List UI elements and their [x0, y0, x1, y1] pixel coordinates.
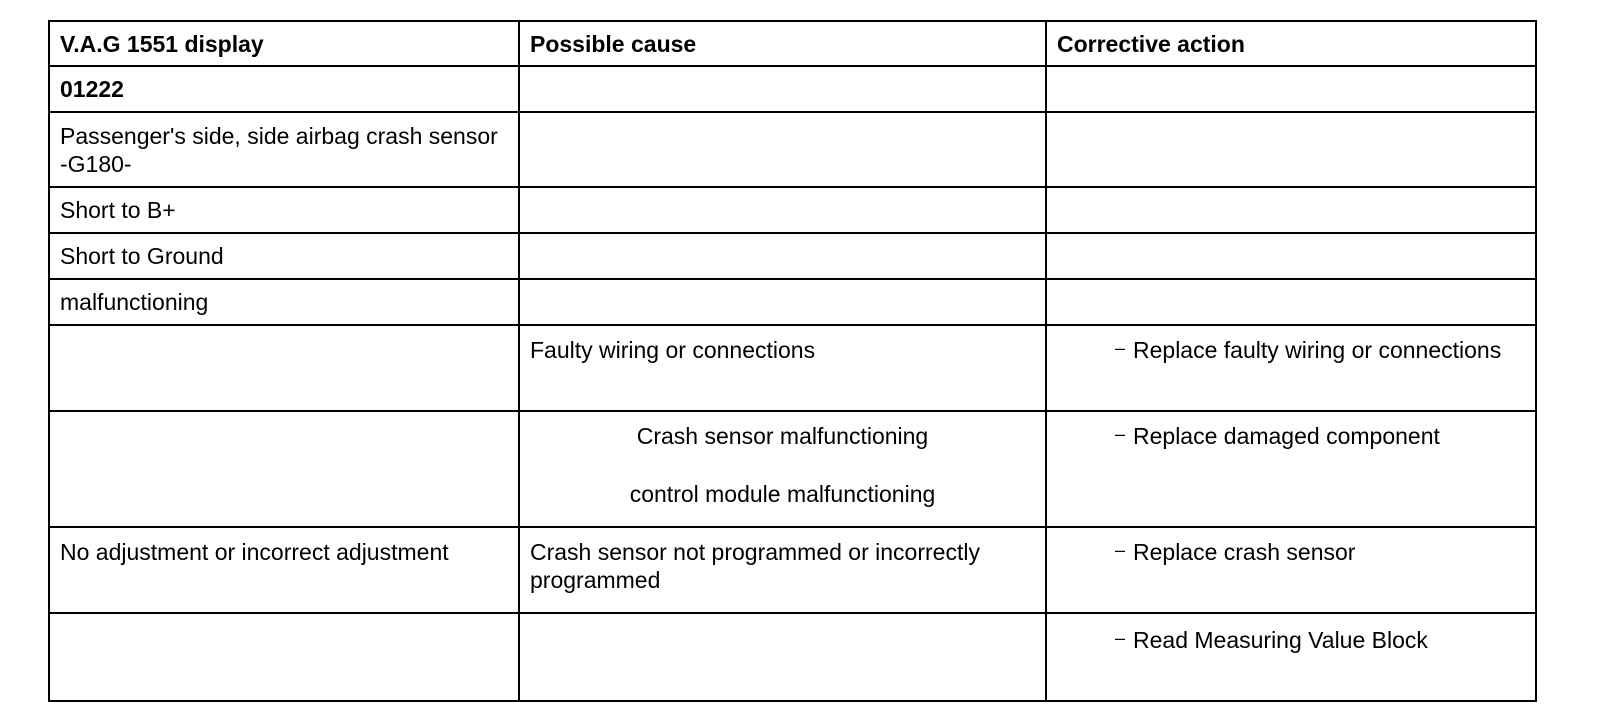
dash-bullet: –	[1115, 628, 1126, 648]
fault-malfunctioning: malfunctioning	[49, 279, 519, 325]
table-row	[49, 66, 1536, 112]
empty-cell	[1046, 187, 1536, 233]
action-cell	[1046, 325, 1536, 411]
table-row	[49, 527, 1536, 613]
action-cell	[1046, 613, 1536, 701]
empty-cell	[49, 613, 519, 701]
action-read-block: Read Measuring Value Block	[1133, 627, 1428, 653]
dash-bullet: –	[1115, 424, 1126, 444]
action-replace-component: Replace damaged component	[1133, 423, 1440, 449]
cause-module-malfunction: control module malfunctioning	[629, 481, 936, 507]
empty-cell	[519, 279, 1046, 325]
fault-code: 01222	[49, 66, 519, 112]
table-row	[49, 112, 1536, 187]
action-replace-wiring: Replace faulty wiring or connections	[1133, 337, 1502, 363]
empty-cell	[49, 411, 519, 527]
fault-short-b: Short to B+	[49, 187, 519, 233]
header-display: V.A.G 1551 display	[49, 21, 519, 66]
action-replace-sensor: Replace crash sensor	[1133, 539, 1356, 565]
cause-wiring: Faulty wiring or connections	[519, 325, 1046, 411]
table-row	[49, 279, 1536, 325]
empty-cell	[1046, 112, 1536, 187]
fault-code-table	[48, 20, 1537, 702]
cause-cell	[519, 411, 1046, 527]
table-row	[49, 613, 1536, 701]
empty-cell	[519, 233, 1046, 279]
dash-bullet: –	[1115, 338, 1126, 358]
empty-cell	[519, 187, 1046, 233]
table-row	[49, 187, 1536, 233]
table-row	[49, 233, 1536, 279]
table-row	[49, 411, 1536, 527]
component-name: Passenger's side, side airbag crash sensor -G180-	[49, 112, 519, 187]
header-cause: Possible cause	[519, 21, 1046, 66]
empty-cell	[1046, 233, 1536, 279]
header-action: Corrective action	[1046, 21, 1536, 66]
fault-adjustment: No adjustment or incorrect adjustment	[49, 527, 519, 613]
empty-cell	[519, 112, 1046, 187]
action-cell	[1046, 527, 1536, 613]
cause-programming: Crash sensor not programmed or incorrectly programmed	[519, 527, 1046, 613]
empty-cell	[49, 325, 519, 411]
empty-cell	[1046, 66, 1536, 112]
fault-short-ground: Short to Ground	[49, 233, 519, 279]
action-cell	[1046, 411, 1536, 527]
empty-cell	[519, 613, 1046, 701]
header-row	[49, 21, 1536, 66]
empty-cell	[1046, 279, 1536, 325]
dash-bullet: –	[1115, 540, 1126, 560]
table-row	[49, 325, 1536, 411]
cause-sensor-malfunction: Crash sensor malfunctioning	[636, 423, 929, 449]
empty-cell	[519, 66, 1046, 112]
